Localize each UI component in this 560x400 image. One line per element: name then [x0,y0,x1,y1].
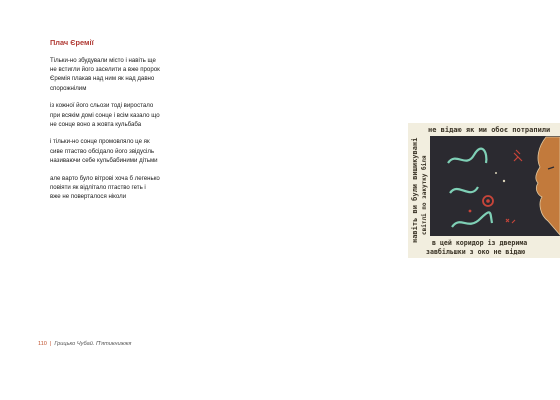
stanza-2 [50,101,240,129]
poem-line: сиве птаство обсідало його звідусіль [50,147,155,155]
poem-line: називаючи себе кульбабиними дітьми [50,156,158,164]
artwork-top-text: не відаю як ми обоє потрапили [428,126,551,134]
artwork-illustration [408,123,560,258]
dot-shape [503,180,505,182]
dot-shape [495,172,497,174]
artwork-left-text: навіть ви були вишикувані [411,137,419,243]
poem [50,38,240,210]
poem-line: із кожної його сльози тоді виростало [50,102,154,110]
page-footer [38,340,131,348]
poem-line: але варто було вітрові хоча б легенько [50,174,160,182]
poem-line: при всякім домі сонце і всім казало що [50,111,160,119]
poem-line: повіяти як відлітало птаство геть і [50,183,146,191]
artwork-bottom-text-2: завбільшки з око не відаю [426,248,526,256]
poem-title: Плач Єремії [50,38,94,47]
poem-line: вже не поверталося ніколи [50,192,127,200]
poem-line: Єремія плакав над ним як над давно [50,75,155,83]
poem-line: Тільки-но збудували місто і навіть ще [50,57,156,64]
artwork-bottom-text-1: в цей коридор із дверима [432,239,528,247]
poem-line: не встигли його заселити а вже пророк [50,66,160,74]
footer-separator: | [49,341,52,347]
poem-line: спорожнілим [50,84,87,92]
poem-line: і тільки-но сонце промовляло це як [50,138,150,146]
stanza-4 [50,174,240,202]
poem-line: не сонце воно а жовта кульбаба [50,120,142,128]
dot-shape [469,210,472,213]
book-title: Грицько Чубай. П'ятикнижжя [54,341,132,347]
artwork-left-text-2: світлі по закутку біля [421,155,428,235]
stanza-1 [50,56,240,93]
flower-center [486,199,490,203]
page-number: 110 [38,341,47,347]
stanza-3 [50,137,240,165]
